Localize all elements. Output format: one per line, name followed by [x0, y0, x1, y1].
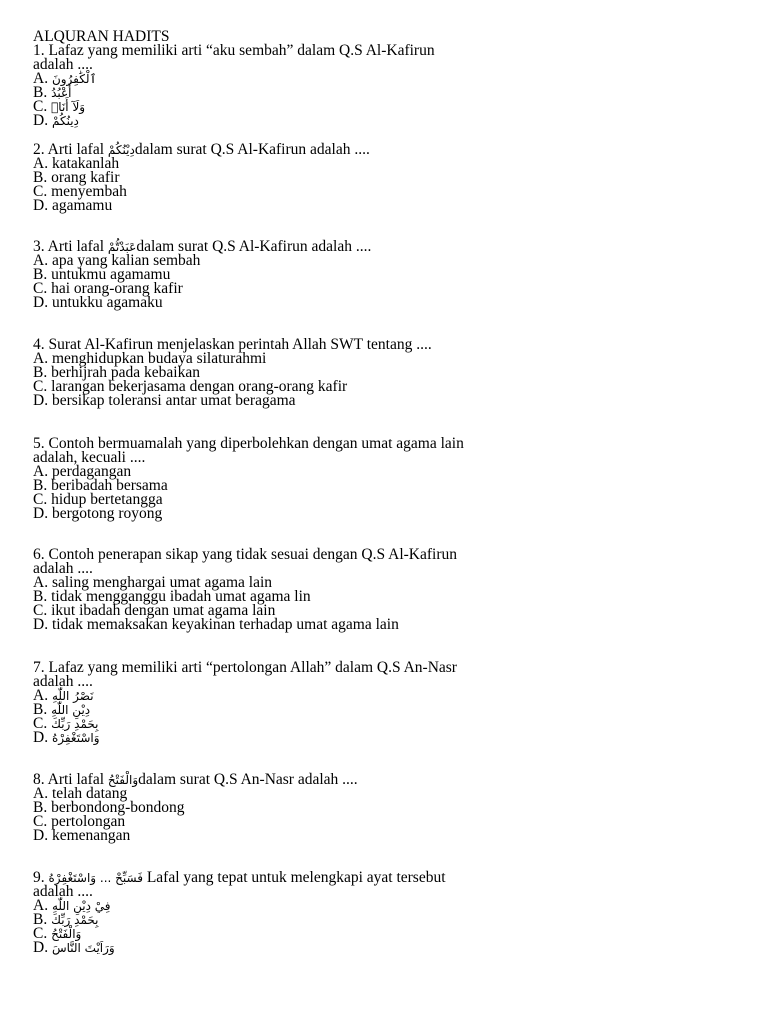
q6-option-c: C. ikut ibadah dengan umat agama lain — [33, 602, 276, 619]
q5-option-d: D. bergotong royong — [33, 505, 163, 522]
q9-option-d: D. وَرَاَيْتَ النَّاسَ — [33, 939, 115, 956]
question-6-text: 6. Contoh penerapan sikap yang tidak sesuai dengan Q.S Al-Kafirun — [33, 546, 458, 563]
q2-option-a: A. katakanlah — [33, 155, 120, 172]
question-5 — [33, 437, 733, 521]
q9-option-b: B. بِحَمْدِ رَبِّكَ — [33, 911, 99, 928]
q2-option-b: B. orang kafir — [33, 169, 120, 186]
q8-arabic-term: وَالْفَتْحُ — [107, 773, 139, 787]
q8-option-a: A. telah datang — [33, 785, 128, 802]
q5-option-c: C. hidup bertetangga — [33, 491, 163, 508]
q7-option-d: D. وَاسْتَغْفِرْهُ — [33, 729, 100, 746]
question-4-text: 4. Surat Al-Kafirun menjelaskan perintah Allah SWT tentang .... — [33, 336, 432, 353]
question-7-text-cont: adalah .... — [33, 673, 93, 690]
q1-option-d: D. دِينُكُمْ — [33, 112, 79, 129]
q2-arabic-term: دِيْنُكُمْ — [107, 143, 135, 157]
question-2-text: 2. Arti lafal دِيْنُكُمْdalam surat Q.S Al-Kafirun adalah .... — [33, 141, 370, 158]
q9-option-a: A. فِيْ دِيْنِ اللّٰهِ — [33, 897, 111, 914]
q4-option-c: C. larangan bekerjasama dengan orang-orang kafir — [33, 378, 348, 395]
q5-option-b: B. beribadah bersama — [33, 477, 168, 494]
q1-option-b: B. أَعْبُدُ — [33, 84, 72, 101]
q9-option-c: C. وَالْفَتْحُ — [33, 925, 82, 942]
q5-option-a: A. perdagangan — [33, 463, 132, 480]
q4-option-a: A. menghidupkan budaya silaturahmi — [33, 350, 267, 367]
q3-arabic-term: عَبَدْتُّمْ — [107, 240, 137, 254]
q3-option-d: D. untukku agamaku — [33, 294, 163, 311]
question-9-text: 9. فَسَبِّحْ ... وَاسْتَغْفِرْهُ Lafal yang tepat untuk melengkapi ayat tersebut — [33, 869, 446, 886]
q7-option-a: A. نَصْرُ اللّٰهِ — [33, 687, 94, 704]
q8-option-c: C. pertolongan — [33, 813, 126, 830]
q9-arabic-verse: فَسَبِّحْ ... وَاسْتَغْفِرْهُ — [48, 871, 143, 885]
q7-option-c: C. بِحَمْدِ رَبِّكَ — [33, 715, 99, 732]
q2-option-d: D. agamamu — [33, 197, 113, 214]
q8-option-d: D. kemenangan — [33, 827, 131, 844]
q4-option-b: B. berhijrah pada kebaikan — [33, 364, 200, 381]
question-9 — [33, 871, 733, 955]
question-3-text: 3. Arti lafal عَبَدْتُّمْdalam surat Q.S Al-Kafirun adalah .... — [33, 238, 372, 255]
q6-option-b: B. tidak mengganggu ibadah umat agama lin — [33, 588, 311, 605]
question-6-text-cont: adalah .... — [33, 560, 93, 577]
question-5-text-cont: adalah, kecuali .... — [33, 449, 146, 466]
q2-option-c: C. menyembah — [33, 183, 127, 200]
q4-option-d: D. bersikap toleransi antar umat beragama — [33, 392, 296, 409]
question-6 — [33, 548, 733, 632]
q3-option-b: B. untukmu agamamu — [33, 266, 171, 283]
q3-option-a: A. apa yang kalian sembah — [33, 252, 201, 269]
question-7 — [33, 661, 733, 745]
question-5-text: 5. Contoh bermuamalah yang diperbolehkan dengan umat agama lain — [33, 435, 464, 452]
question-2 — [33, 143, 733, 213]
q1-option-c: C. وَلَآ أَنَا۠ — [33, 98, 86, 115]
question-4 — [33, 338, 733, 408]
question-9-text-cont: adalah .... — [33, 883, 93, 900]
question-3 — [33, 240, 733, 310]
question-1 — [33, 44, 733, 128]
q1-option-a: A. ٱلْكَٰفِرُونَ — [33, 70, 97, 87]
question-8 — [33, 773, 733, 843]
q6-option-d: D. tidak memaksakan keyakinan terhadap umat agama lain — [33, 616, 399, 633]
q7-option-b: B. دِيْنِ اللّٰهِ — [33, 701, 91, 718]
question-7-text: 7. Lafaz yang memiliki arti “pertolongan Allah” dalam Q.S An-Nasr — [33, 659, 457, 676]
question-1-text: 1. Lafaz yang memiliki arti “aku sembah” dalam Q.S Al-Kafirun — [33, 42, 435, 59]
q8-option-b: B. berbondong-bondong — [33, 799, 185, 816]
q6-option-a: A. saling menghargai umat agama lain — [33, 574, 273, 591]
worksheet-title: ALQURAN HADITS — [33, 28, 170, 45]
q3-option-c: C. hai orang-orang kafir — [33, 280, 183, 297]
question-1-text-cont: adalah .... — [33, 56, 93, 73]
question-8-text: 8. Arti lafal وَالْفَتْحُdalam surat Q.S An-Nasr adalah .... — [33, 771, 358, 788]
